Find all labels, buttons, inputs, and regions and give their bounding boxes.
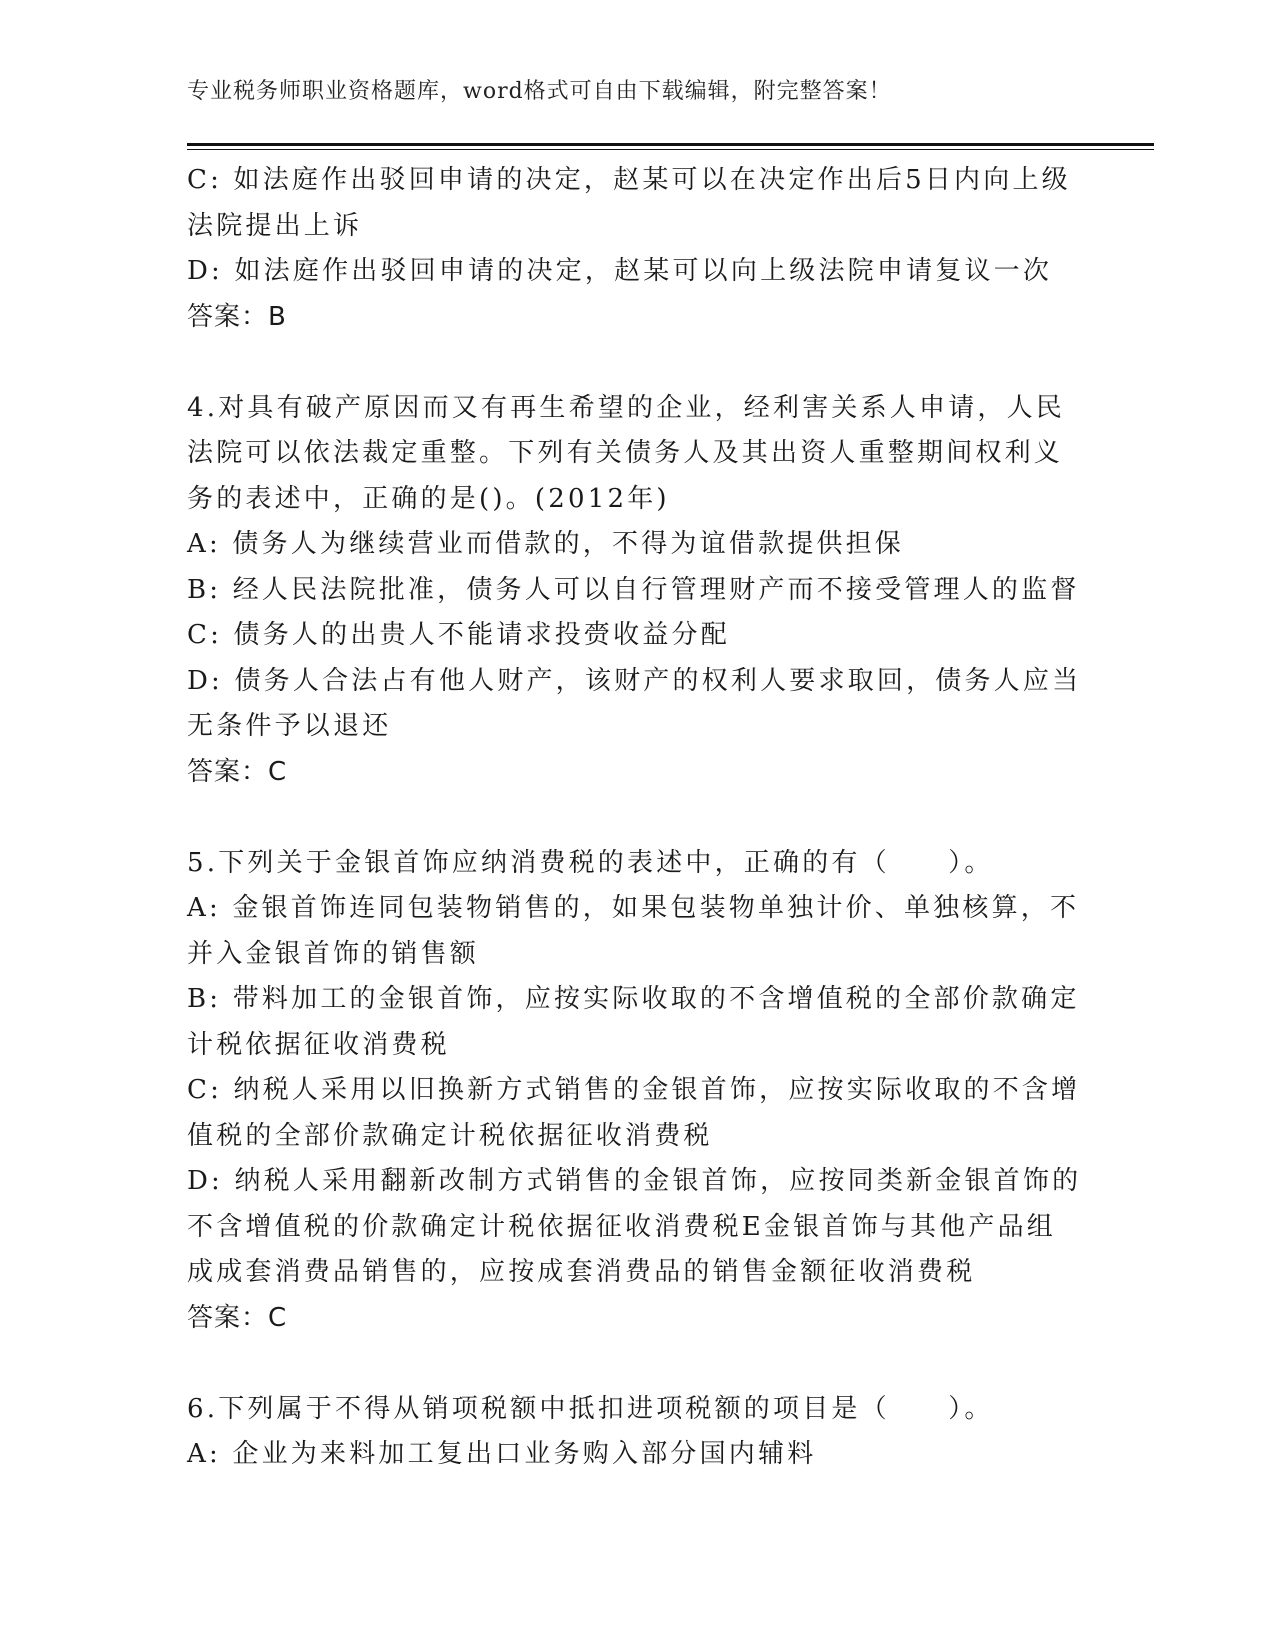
question-stem-line-3: 务的表述中，正确的是()。(2012年) <box>187 483 670 514</box>
answer-label: 答案：C <box>187 756 288 787</box>
option-a-line-2: 并入金银首饰的销售额 <box>187 938 480 969</box>
question-stem: 6.下列属于不得从销项税额中抵扣进项税额的项目是（ ）。 <box>187 1393 994 1424</box>
question-block-5 <box>187 841 1087 1342</box>
option-d-line-1: D: 纳税人采用翻新改制方式销售的金银首饰，应按同类新金银首饰的 <box>187 1166 1082 1196</box>
option-d-line-2: 不含增值税的价款确定计税依据征收消费税E金银首饰与其他产品组 <box>187 1211 1056 1242</box>
question-stem-line-1: 4.对具有破产原因而又有再生希望的企业，经利害关系人申请，人民 <box>187 392 1066 423</box>
option-a-line-1: A: 金银首饰连同包装物销售的，如果包装物单独计价、单独核算，不 <box>187 893 1080 923</box>
question-stem: 5.下列关于金银首饰应纳消费税的表述中，正确的有（ ）。 <box>187 847 994 878</box>
question-content <box>187 158 1087 1478</box>
option-c-line-1: C: 纳税人采用以旧换新方式销售的金银首饰，应按实际收取的不含增 <box>187 1075 1081 1105</box>
option-b: B: 经人民法院批准，债务人可以自行管理财产而不接受管理人的监督 <box>187 574 1080 605</box>
option-a: A: 企业为来料加工复出口业务购入部分国内辅料 <box>187 1439 817 1469</box>
header-rule-thick <box>187 143 1154 146</box>
page-header: 专业税务师职业资格题库，word格式可自由下载编辑，附完整答案！ <box>187 79 892 104</box>
option-d-line-2: 无条件予以退还 <box>187 711 392 741</box>
question-block-3 <box>187 158 1087 340</box>
question-stem-line-2: 法院可以依法裁定重整。下列有关债务人及其出资人重整期间权利义 <box>187 438 1064 468</box>
option-d-line-3: 成成套消费品销售的，应按成套消费品的销售金额征收消费税 <box>187 1257 976 1287</box>
spacer <box>187 340 1087 386</box>
option-c-line-1: C: 如法庭作出驳回申请的决定，赵某可以在决定作出后5日内向上级 <box>187 165 1071 195</box>
answer-label: 答案：B <box>187 301 287 332</box>
option-c: C: 债务人的出贵人不能请求投赍收益分配 <box>187 620 730 650</box>
option-d-line-1: D: 债务人合法占有他人财产，该财产的权利人要求取回，债务人应当 <box>187 665 1082 696</box>
question-block-4 <box>187 386 1087 796</box>
option-b-line-2: 计税依据征收消费税 <box>187 1029 450 1060</box>
option-c-line-2: 值税的全部价款确定计税依据征收消费税 <box>187 1120 713 1151</box>
header-rule-thin <box>187 149 1154 150</box>
question-block-6 <box>187 1387 1087 1478</box>
option-d: D: 如法庭作出驳回申请的决定，赵某可以向上级法院申请复议一次 <box>187 256 1053 286</box>
spacer <box>187 795 1087 841</box>
option-b-line-1: B: 带料加工的金银首饰，应按实际收取的不含增值税的全部价款确定 <box>187 984 1080 1014</box>
option-a: A: 债务人为继续营业而借款的，不得为谊借款提供担保 <box>187 529 905 559</box>
spacer <box>187 1341 1087 1387</box>
option-c-line-2: 法院提出上诉 <box>187 210 363 241</box>
answer-label: 答案：C <box>187 1302 288 1333</box>
